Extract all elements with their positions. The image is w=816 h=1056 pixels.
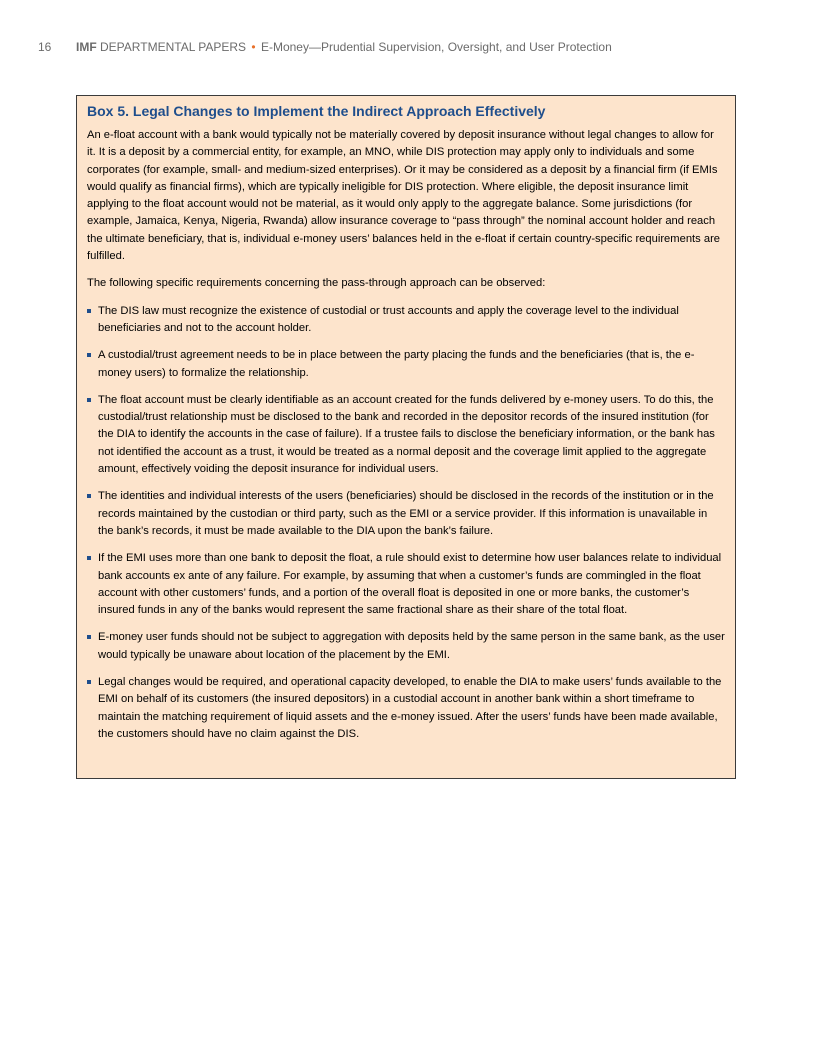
list-item: [87, 629, 725, 664]
list-item: [87, 674, 725, 743]
square-bullet-icon: [87, 556, 91, 560]
box-5: [76, 95, 736, 779]
list-item: [87, 550, 725, 619]
list-item-text: Legal changes would be required, and operational capacity developed, to enable the DIA to make users’ funds available to the EMI on behalf of its customers (the insured depositors) in a custodial account in another bank within a short timeframe to maintain the matching requirement of liquid assets and the e-money issued. After the users’ funds have been made available, the customers should have no claim against the DIS.: [98, 676, 722, 740]
list-item-text: A custodial/trust agreement needs to be in place between the party placing the funds and the beneficiaries (that is, the e-money users) to formalize the relationship.: [98, 349, 695, 379]
square-bullet-icon: [87, 309, 91, 313]
square-bullet-icon: [87, 398, 91, 402]
list-item: [87, 303, 725, 338]
list-item-text: If the EMI uses more than one bank to deposit the float, a rule should exist to determine how user balances relate to individual bank accounts ex ante of any failure. For example, by assuming that when a customer’s funds are commingled in the float account with other customers’ funds, and a portion of the overall float is deposited in one or more banks, the customer’s insured funds in any of the banks would represent the same fractional share as their share of the total float.: [98, 552, 722, 617]
square-bullet-icon: [87, 353, 91, 357]
square-bullet-icon: [87, 680, 91, 684]
list-item: [87, 488, 725, 540]
running-header: [38, 40, 612, 54]
org-name: IMF: [76, 40, 97, 54]
requirements-lead-in: The following specific requirements concerning the pass-through approach can be observed:: [87, 277, 546, 290]
square-bullet-icon: [87, 494, 91, 498]
list-item-text: The float account must be clearly identifiable as an account created for the funds delivered by e-money users. To do this, the custodial/trust relationship must be disclosed to the bank and recorded in the depositor records of the insured institution (for the DIA to identify the accounts in the case of failure). If a trustee fails to disclose the beneficiary information, or the bank has not identified the account as a trust, it would be treated as a normal deposit and the coverage limit applied to the aggregate amount, effectively voiding the deposit insurance for individual users.: [98, 393, 715, 476]
list-item: [87, 347, 725, 382]
list-item: [87, 392, 725, 478]
intro-paragraph: An e-float account with a bank would typically not be materially covered by deposit insurance without legal changes to allow for it. It is a deposit by a commercial entity, for example, an MNO, while DIS protection may apply only to individuals and some corporates (for example, small- and medium-sized enterprises). Or it may be considered as a deposit by a financial firm (if EMIs would qualify as financial firms), which are typically ineligible for DIS protection. Where eligible, the deposit insurance limit applying to the float account would not be material, as it would only apply to the aggregate balance. Some jurisdictions (for example, Jamaica, Kenya, Nigeria, Rwanda) allow insurance coverage to “pass through” the nominal account holder and reach the ultimate beneficiary, that is, individual e-money users’ balances held in the e-float if certain country-specific requirements are fulfilled.: [87, 129, 721, 263]
header-separator: •: [251, 40, 256, 54]
requirements-list: [87, 303, 725, 744]
square-bullet-icon: [87, 635, 91, 639]
list-item-text: E-money user funds should not be subject to aggregation with deposits held by the same person in the same bank, as the user would typically be unaware about location of the placement by the EMI.: [98, 631, 725, 661]
list-item-text: The DIS law must recognize the existence of custodial or trust accounts and apply the coverage level to the individual beneficiaries and not to the account holder.: [98, 304, 679, 334]
series-name: DEPARTMENTAL PAPERS: [100, 40, 247, 54]
document-title: E-Money—Prudential Supervision, Oversight, and User Protection: [260, 40, 612, 54]
list-item-text: The identities and individual interests of the users (beneficiaries) should be disclosed in the records of the institution or in the records maintained by the custodian or third party, such as the EMI or a service provider. If this information is unavailable in the bank’s records, it must be made available to the DIA upon the bank’s failure.: [98, 490, 714, 537]
page-number: 16: [38, 40, 52, 54]
box-title: Box 5. Legal Changes to Implement the Indirect Approach Effectively: [87, 103, 546, 119]
